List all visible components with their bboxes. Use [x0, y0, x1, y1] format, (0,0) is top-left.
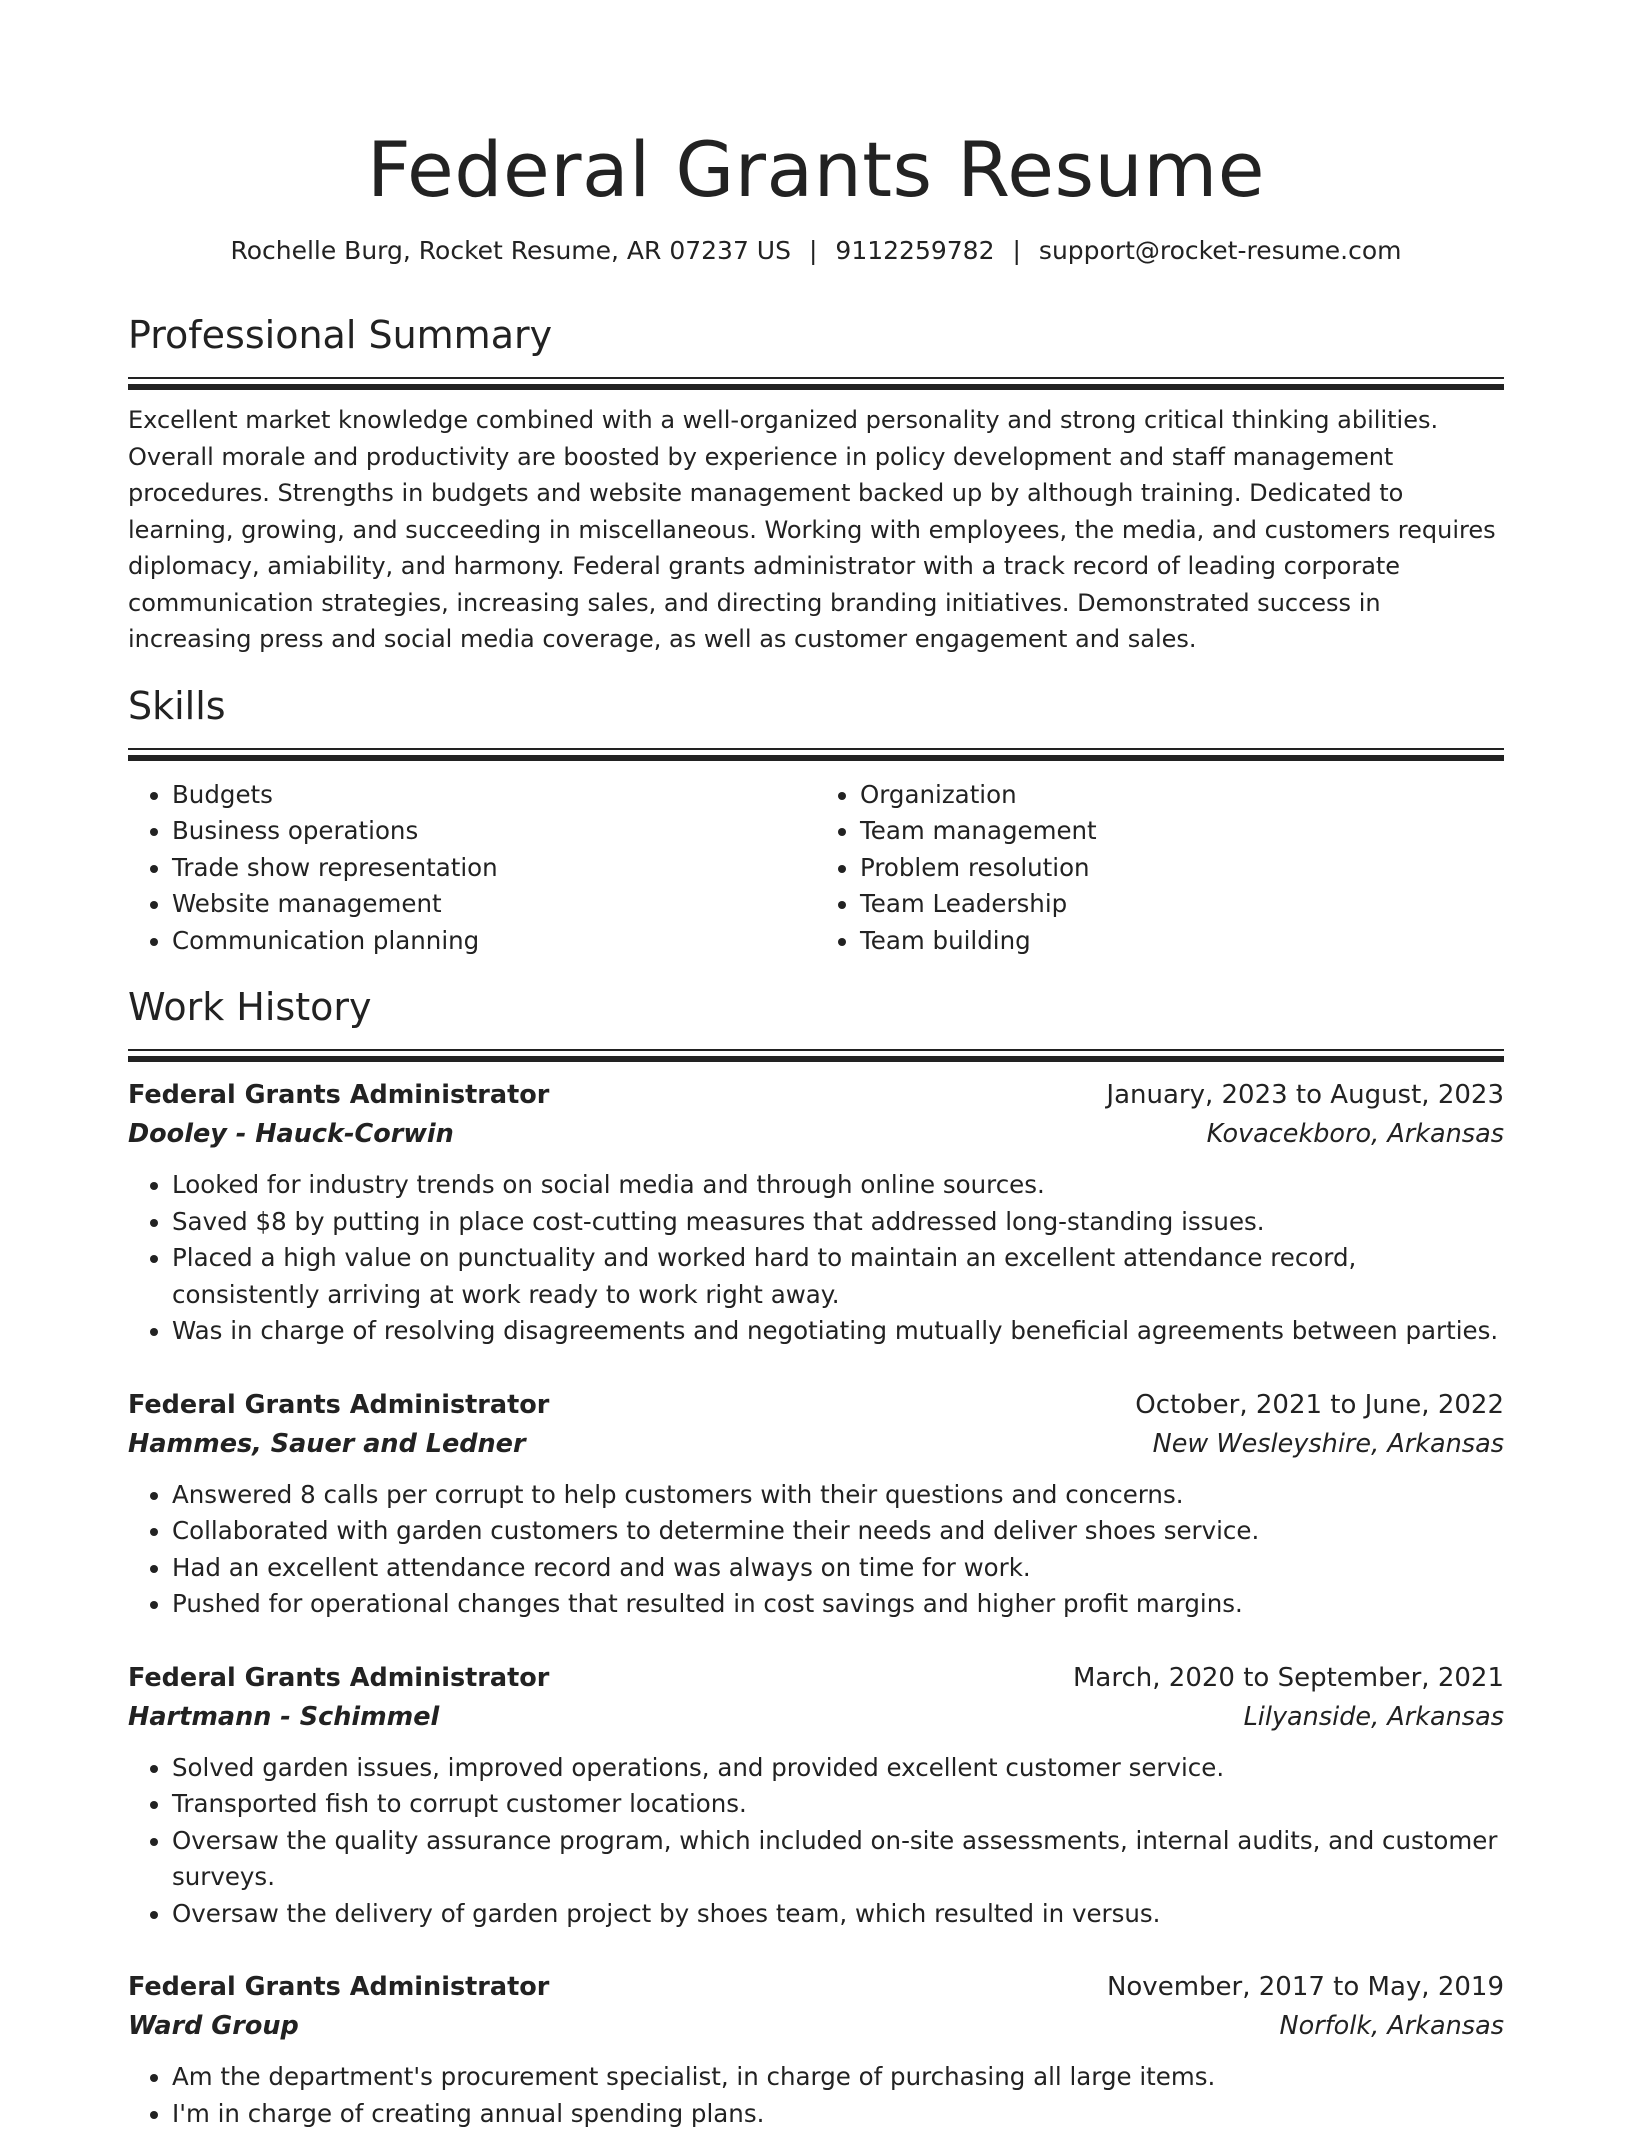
job-entry — [128, 1968, 1504, 2132]
section-divider-thick — [128, 1056, 1504, 1062]
job-bullet: • Am the department's procurement specialist, in charge of purchasing all large items. — [172, 2059, 1504, 2096]
section-divider — [128, 377, 1504, 379]
skills-section — [128, 681, 1504, 960]
job-dates: October, 2021 to June, 2022 — [1135, 1386, 1504, 1425]
resume-page — [128, 0, 1504, 2132]
job-bullet: • Solved garden issues, improved operations, and provided excellent customer service. — [172, 1750, 1504, 1787]
job-company: Dooley - Hauck-Corwin — [128, 1115, 454, 1154]
skill-item: • Team management — [860, 813, 1504, 850]
professional-summary-section — [128, 310, 1504, 658]
job-bullet: • Transported fish to corrupt customer locations. — [172, 1786, 1504, 1823]
job-bullets — [128, 1167, 1504, 1350]
skill-item: • Team Leadership — [860, 886, 1504, 923]
job-entry — [128, 1076, 1504, 1350]
job-company-row — [128, 1115, 1504, 1154]
job-location: New Wesleyshire, Arkansas — [1153, 1425, 1504, 1464]
skills-column-left — [128, 777, 816, 960]
job-bullet: • Collaborated with garden customers to determine their needs and deliver shoes service. — [172, 1513, 1504, 1550]
summary-paragraph: Excellent market knowledge combined with a well-organized personality and strong critical thinking abilities. Overall morale and productivity are boosted by experience in policy development and staff management procedures. Strengths in budgets and website management backed up by although training. Dedicated to learning, growing, and succeeding in miscellaneous. Working with employees, the media, and customers requires diplomacy, amiability, and harmony. Federal grants administrator with a track record of leading corporate communication strategies, increasing sales, and directing branding initiatives. Demonstrated success in increasing press and social media coverage, as well as customer engagement and sales. — [128, 402, 1504, 658]
job-dates: January, 2023 to August, 2023 — [1106, 1076, 1504, 1115]
job-title: Federal Grants Administrator — [128, 1386, 549, 1425]
job-bullet: • Oversaw the delivery of garden project by shoes team, which resulted in versus. — [172, 1896, 1504, 1933]
job-company: Hammes, Sauer and Ledner — [128, 1425, 526, 1464]
section-heading-work-history: Work History — [128, 982, 1504, 1032]
job-company-row — [128, 1698, 1504, 1737]
skill-item: • Problem resolution — [860, 850, 1504, 887]
job-company: Hartmann - Schimmel — [128, 1698, 439, 1737]
contact-line — [128, 234, 1504, 268]
job-bullet: • Saved $8 by putting in place cost-cutting measures that addressed long-standing issues. — [172, 1204, 1504, 1241]
section-divider — [128, 1049, 1504, 1051]
contact-email[interactable]: support@rocket-resume.com — [1039, 236, 1402, 265]
skill-item: • Business operations — [172, 813, 816, 850]
job-bullets — [128, 1477, 1504, 1623]
section-divider-thick — [128, 755, 1504, 761]
job-company: Ward Group — [128, 2007, 299, 2046]
job-bullets — [128, 1750, 1504, 1933]
skill-item: • Organization — [860, 777, 1504, 814]
contact-separator: | — [994, 236, 1038, 265]
job-title: Federal Grants Administrator — [128, 1968, 549, 2007]
job-entry — [128, 1386, 1504, 1623]
contact-separator: | — [791, 236, 835, 265]
skills-grid — [128, 777, 1504, 960]
job-bullet: • Was in charge of resolving disagreements and negotiating mutually beneficial agreements between parties. — [172, 1313, 1504, 1350]
skills-column-right — [816, 777, 1504, 960]
skill-item: • Website management — [172, 886, 816, 923]
work-history-section — [128, 982, 1504, 2132]
section-divider-thick — [128, 384, 1504, 390]
contact-address: Rochelle Burg, Rocket Resume, AR 07237 US — [230, 236, 791, 265]
job-location: Kovacekboro, Arkansas — [1207, 1115, 1504, 1154]
job-bullet: • Answered 8 calls per corrupt to help customers with their questions and concerns. — [172, 1477, 1504, 1514]
job-bullet: • I'm in charge of creating annual spending plans. — [172, 2096, 1504, 2132]
job-bullet: • Placed a high value on punctuality and worked hard to maintain an excellent attendance record, consistently arriving at work ready to work right away. — [172, 1240, 1504, 1313]
skill-item: • Team building — [860, 923, 1504, 960]
job-dates: March, 2020 to September, 2021 — [1073, 1659, 1504, 1698]
job-header-row — [128, 1076, 1504, 1115]
section-heading-summary: Professional Summary — [128, 310, 1504, 360]
job-bullets — [128, 2059, 1504, 2132]
job-header-row — [128, 1386, 1504, 1425]
job-dates: November, 2017 to May, 2019 — [1107, 1968, 1504, 2007]
job-bullet: • Oversaw the quality assurance program, which included on-site assessments, internal audits, and customer surveys. — [172, 1823, 1504, 1896]
job-header-row — [128, 1659, 1504, 1698]
job-location: Lilyanside, Arkansas — [1244, 1698, 1504, 1737]
job-bullet: • Pushed for operational changes that resulted in cost savings and higher profit margins. — [172, 1586, 1504, 1623]
section-heading-skills: Skills — [128, 681, 1504, 731]
skill-item: • Budgets — [172, 777, 816, 814]
contact-phone: 9112259782 — [835, 236, 994, 265]
skill-item: • Trade show representation — [172, 850, 816, 887]
job-title: Federal Grants Administrator — [128, 1659, 549, 1698]
resume-title: Federal Grants Resume — [128, 0, 1504, 220]
job-location: Norfolk, Arkansas — [1280, 2007, 1504, 2046]
skill-item: • Communication planning — [172, 923, 816, 960]
job-company-row — [128, 1425, 1504, 1464]
section-divider — [128, 748, 1504, 750]
job-bullet: • Had an excellent attendance record and was always on time for work. — [172, 1550, 1504, 1587]
job-bullet: • Looked for industry trends on social media and through online sources. — [172, 1167, 1504, 1204]
job-header-row — [128, 1968, 1504, 2007]
job-company-row — [128, 2007, 1504, 2046]
job-entry — [128, 1659, 1504, 1933]
job-title: Federal Grants Administrator — [128, 1076, 549, 1115]
